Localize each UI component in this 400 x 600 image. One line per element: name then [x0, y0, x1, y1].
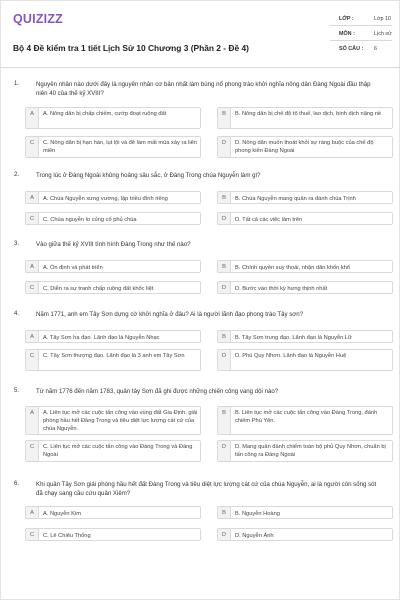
- meta-subject-value: Lịch sử: [374, 31, 392, 37]
- option-letter: C: [26, 282, 39, 293]
- option-text: A. Nông dân bị chấp chiếm, cướp đoạt ruộng đất: [43, 111, 167, 117]
- option-letter: D: [218, 350, 231, 370]
- worksheet-header: [12, 11, 390, 64]
- option-text: D. Nông dân muốn thoát khỏi sự ràng buộc của chế độ phong kiến Đàng Ngoài: [235, 140, 374, 154]
- meta-class-label: LỚP :: [339, 16, 354, 22]
- option-text: D. Nguyễn Ánh: [235, 533, 274, 539]
- question-6: [12, 481, 390, 547]
- option-letter: C: [26, 441, 39, 461]
- option-c[interactable]: [25, 528, 201, 541]
- option-letter: D: [218, 137, 231, 157]
- meta-question-count-row: [330, 41, 392, 56]
- option-letter: A: [26, 507, 39, 518]
- question-2: [12, 172, 390, 228]
- option-letter: C: [26, 137, 39, 157]
- option-d[interactable]: [217, 281, 393, 294]
- meta-subject-row: [330, 26, 392, 41]
- question-5: [12, 388, 390, 468]
- option-text: D. Mang quân đánh chiếm toàn bộ phủ Quy Nhơn, chuẩn bị tấn công ra Đàng Ngoài: [235, 444, 386, 458]
- option-letter: A: [26, 407, 39, 434]
- option-text: C. Liên tục mở các cuộc tấn công vào Đàng Trong và Đàng Ngoài: [43, 444, 193, 458]
- option-b[interactable]: [217, 330, 393, 343]
- option-letter: B: [218, 507, 231, 518]
- question-1: [12, 81, 390, 166]
- worksheet-meta: [330, 11, 392, 56]
- question-text: Năm 1771, anh em Tây Sơn dựng cờ khởi nghĩa ở đâu? Ai là người lãnh đạo phong trào Tây sơn?: [36, 311, 304, 318]
- option-text: D. Tất cả các việc làm trên: [235, 217, 303, 223]
- option-text: C. Lê Chiêu Thống: [43, 533, 91, 539]
- option-c[interactable]: [25, 440, 201, 462]
- option-d[interactable]: [217, 212, 393, 225]
- option-text: C. Nông dân bị hạn hán, lụt lội và đê làm mất mùa xảy ra liên miên: [43, 140, 197, 154]
- meta-subject-label: MÔN :: [339, 31, 355, 37]
- option-letter: C: [26, 350, 39, 370]
- option-a[interactable]: [25, 260, 201, 273]
- question-text: Vào giữa thế kỷ XVIII tình hình Đàng Trong như thế nào?: [36, 241, 191, 248]
- option-a[interactable]: [25, 406, 201, 435]
- option-letter: A: [26, 331, 39, 342]
- option-text: B. Nguyễn Hoàng: [235, 511, 280, 517]
- question-number: 1.: [14, 81, 20, 87]
- option-c[interactable]: [25, 349, 201, 371]
- option-b[interactable]: [217, 406, 393, 435]
- question-text: Trong lúc ở Đàng Ngoài khủng hoảng sâu sắc, ở Đàng Trong chúa Nguyễn làm gì?: [36, 172, 261, 179]
- question-4: [12, 311, 390, 377]
- option-d[interactable]: [217, 440, 393, 462]
- option-d[interactable]: [217, 528, 393, 541]
- option-text: A. Nguyễn Kim: [43, 511, 81, 517]
- option-text: A. Ổn định và phát triển: [43, 265, 103, 271]
- option-letter: C: [26, 213, 39, 224]
- option-letter: A: [26, 192, 39, 203]
- option-text: C. Diễn ra sự tranh chấp ruộng đất khốc liệt: [43, 286, 154, 292]
- option-letter: B: [218, 108, 231, 128]
- worksheet-title: Bộ 4 Đề kiểm tra 1 tiết Lịch Sử 10 Chương 3 (Phần 2 - Đề 4): [13, 43, 249, 53]
- option-letter: A: [26, 261, 39, 272]
- option-text: A. Liên tục mở các cuộc tấn công vào vùng đất Gia Định, giải phóng hầu hết Đàng Trong và tiêu diệt lực lượng cát cứ của chúa Nguyễn.: [43, 410, 198, 432]
- question-number: 6.: [14, 481, 20, 487]
- option-text: A. Tây Sơn hạ đạo. Lãnh đạo là Nguyễn Nhạc: [43, 335, 160, 341]
- option-letter: D: [218, 441, 231, 461]
- option-b[interactable]: [217, 260, 393, 273]
- option-c[interactable]: [25, 136, 201, 158]
- option-letter: D: [218, 529, 231, 540]
- option-text: B. Chính quyền suy thoái, nhận dân khốn khổ: [235, 265, 351, 271]
- option-text: B. Liên tục mở các cuộc tấn công vào Đàng Trong, đánh chiếm Phú Yên.: [235, 410, 378, 424]
- option-letter: D: [218, 213, 231, 224]
- option-letter: B: [218, 261, 231, 272]
- option-text: A. Chúa Nguyễn xưng vương, lập triều đình riêng: [43, 196, 168, 202]
- question-number: 4.: [14, 311, 20, 317]
- option-d[interactable]: [217, 349, 393, 371]
- option-text: D. Phú Quy Nhơn. Lãnh đạo là Nguyễn Huệ: [235, 353, 347, 359]
- option-a[interactable]: [25, 506, 201, 519]
- option-a[interactable]: [25, 330, 201, 343]
- option-b[interactable]: [217, 506, 393, 519]
- option-text: B. Tây Sơn trung đạo. Lãnh đạo là Nguyễn Lữ: [235, 335, 352, 341]
- option-text: B. Chúa Nguyễn mang quân ra đánh chúa Trịnh: [235, 196, 356, 202]
- option-text: C. Chúa nguyễn lo củng cố phủ chúa: [43, 217, 137, 223]
- option-a[interactable]: [25, 191, 201, 204]
- question-text: Nguyên nhân nào dưới đây là nguyên nhân cơ bản nhất làm bùng nổ phong trào khởi nghĩa nông dân Đàng Ngoài đầu thập niên 40 của thế kỷ XVIII?: [36, 81, 371, 97]
- option-b[interactable]: [217, 107, 393, 129]
- option-letter: B: [218, 331, 231, 342]
- option-b[interactable]: [217, 191, 393, 204]
- option-d[interactable]: [217, 136, 393, 158]
- meta-question-count-label: SỐ CÂU :: [339, 46, 364, 52]
- option-letter: A: [26, 108, 39, 128]
- question-3: [12, 241, 390, 297]
- option-letter: B: [218, 192, 231, 203]
- option-c[interactable]: [25, 281, 201, 294]
- header-divider: [1, 67, 400, 68]
- option-a[interactable]: [25, 107, 201, 129]
- option-c[interactable]: [25, 212, 201, 225]
- question-number: 2.: [14, 172, 20, 178]
- meta-question-count-value: 6: [374, 46, 377, 52]
- option-letter: D: [218, 282, 231, 293]
- option-letter: B: [218, 407, 231, 434]
- question-text: Từ năm 1776 đến năm 1783, quân tây Sơn đã ghi được những chiến công vang dội nào?: [36, 388, 279, 395]
- option-letter: C: [26, 529, 39, 540]
- option-text: D. Bước vào thời kỳ hưng thịnh nhất: [235, 286, 328, 292]
- quizizz-logo: QUIZIZZ: [13, 12, 64, 26]
- meta-class-value: Lớp 10: [374, 16, 392, 22]
- option-text: C. Tây Sơn thượng đạo. Lãnh đạo là 3 anh em Tây Sơn: [43, 353, 185, 359]
- option-text: B. Nông dân bị chế độ tô thuế, lao dịch, binh dịch nặng nề: [235, 111, 382, 117]
- question-number: 3.: [14, 241, 20, 247]
- meta-class-row: [330, 11, 392, 26]
- question-text: Khi quân Tây Sơn giải phóng hầu hết đất Đàng Trong và tiêu diệt lực lượng cát cứ của chúa Nguyễn, ai là người còn sống sót đã chạy sang cầu cứu quân Xiêm?: [36, 481, 377, 497]
- question-number: 5.: [14, 388, 20, 394]
